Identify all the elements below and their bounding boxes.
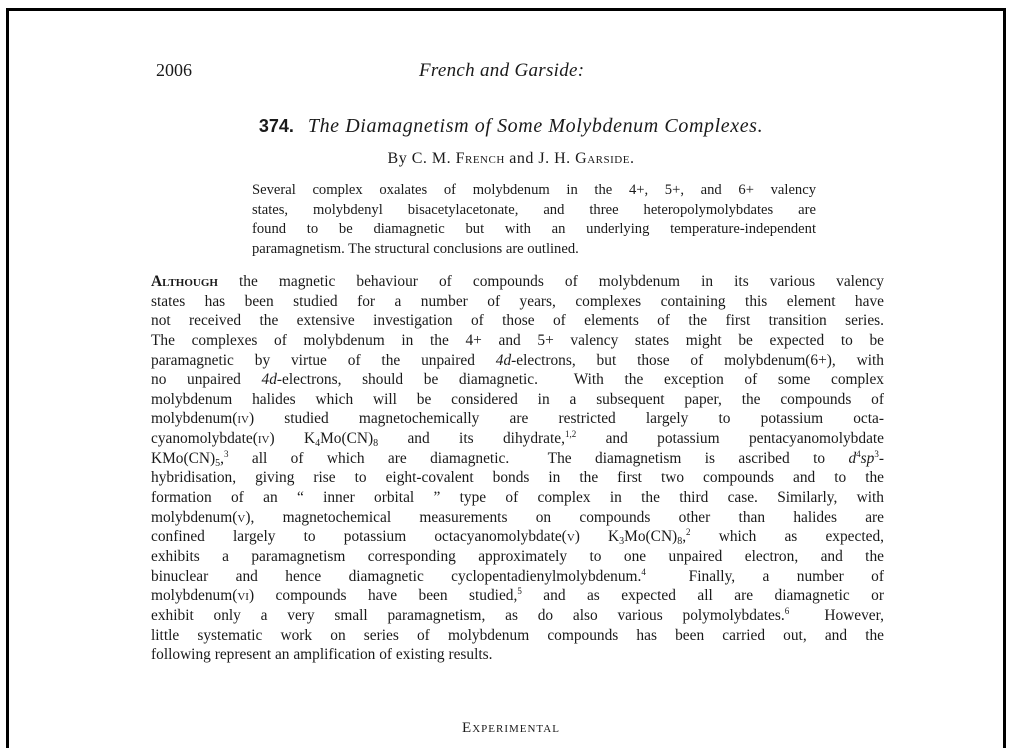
body-line xyxy=(151,272,884,292)
body-line xyxy=(151,586,884,606)
text: -electrons, should be diamagnetic. With the exception of some complex xyxy=(276,371,884,389)
subscript: 8 xyxy=(677,536,683,548)
text: molybdenum( xyxy=(151,587,238,605)
reference-marker[interactable]: 2 xyxy=(686,527,691,538)
text: all of which are diamagnetic. The diamagnetism is ascribed to xyxy=(228,449,849,467)
text: , xyxy=(220,449,224,467)
body-line xyxy=(151,351,884,371)
text: ) studied magnetochemically are restricted largely to potassium octa- xyxy=(248,410,884,428)
article-number: 374. xyxy=(258,116,294,136)
text: molybdenum( xyxy=(151,410,238,428)
text: ) K xyxy=(269,430,316,448)
text: binuclear and hence diamagnetic cyclopentadienylmolybdenum. xyxy=(151,567,642,585)
roman-numeral: v xyxy=(566,528,575,546)
text: KMo(CN) xyxy=(151,449,216,467)
body-line: not received the extensive investigation of those of elements of the first transition series. xyxy=(151,312,884,330)
text: confined largely to potassium octacyanomolybdate( xyxy=(151,528,567,546)
body-line: molybdenum halides which will be considered in a subsequent paper, the compounds of xyxy=(151,390,884,408)
text-italic: sp xyxy=(860,449,875,467)
roman-numeral: iv xyxy=(257,430,270,448)
lead-word: Although xyxy=(151,273,218,290)
article-title xyxy=(0,115,1022,138)
roman-numeral: iv xyxy=(237,410,249,428)
text: which as expected, xyxy=(690,528,884,546)
text: exhibit only a very small paramagnetism, as do also various polymolybdates. xyxy=(151,606,785,624)
reference-marker[interactable]: 6 xyxy=(784,605,790,616)
running-head xyxy=(156,60,856,86)
abstract-line: states, molybdenyl bisacetylacetonate, and three heteropolymolybdates are xyxy=(252,201,816,218)
body-line: formation of an “ inner orbital ” type of complex in the third case. Similarly, with xyxy=(151,489,884,507)
text: ) K xyxy=(574,528,620,546)
body-line-text: the magnetic behaviour of compounds of molybdenum in its various valency xyxy=(217,273,884,290)
byline xyxy=(0,150,1022,168)
reference-marker[interactable]: 5 xyxy=(517,586,522,597)
body-line xyxy=(151,370,884,390)
author-2: J. H. Garside. xyxy=(538,150,635,167)
body-line xyxy=(151,429,884,449)
text: -electrons, but those of molybdenum(6+), with xyxy=(511,351,885,369)
text: ) compounds have been studied, xyxy=(248,587,518,605)
text: cyanomolybdate( xyxy=(151,430,258,448)
abstract xyxy=(252,181,816,259)
body-line: exhibits a paramagnetism corresponding approximately to one unpaired electron, and the xyxy=(151,547,884,565)
superscript: 3 xyxy=(874,448,879,459)
text: , xyxy=(682,528,687,546)
text-italic: d xyxy=(848,449,857,467)
article-title-text: The Diamagnetism of Some Molybdenum Complexes. xyxy=(307,115,764,137)
subscript: 4 xyxy=(315,438,321,450)
reference-marker[interactable]: 3 xyxy=(224,448,229,459)
text: Mo(CN) xyxy=(320,430,374,448)
text: and as expected all are diamagnetic or xyxy=(521,587,884,605)
abstract-line: found to be diamagnetic but with an underlying temperature-independent xyxy=(252,221,816,237)
text: and potassium pentacyanomolybdate xyxy=(576,430,885,448)
text: Mo(CN) xyxy=(624,528,678,546)
body-line: states has been studied for a number of years, complexes containing this element have xyxy=(151,292,884,310)
text: molybdenum( xyxy=(151,508,238,526)
abstract-line: Several complex oxalates of molybdenum in the 4+, 5+, and 6+ valency xyxy=(252,182,816,198)
body-line xyxy=(151,567,884,587)
text: and its dihydrate, xyxy=(378,430,565,448)
subscript: 3 xyxy=(619,536,625,548)
text: - xyxy=(878,449,884,467)
body-line xyxy=(151,606,884,626)
body-line xyxy=(151,409,884,429)
reference-marker[interactable]: 1,2 xyxy=(564,429,577,440)
byline-and: and xyxy=(509,150,534,167)
body-paragraph xyxy=(151,272,884,665)
body-line xyxy=(151,508,884,528)
roman-numeral: v xyxy=(237,508,246,526)
body-line xyxy=(151,449,884,469)
body-line: little systematic work on series of molybdenum compounds has been carried out, and the xyxy=(151,626,884,644)
body-line: hybridisation, giving rise to eight-covalent bonds in the first two compounds and to the xyxy=(151,469,884,487)
section-heading-experimental: Experimental xyxy=(462,720,560,736)
text: However, xyxy=(789,606,884,624)
reference-marker[interactable]: 4 xyxy=(641,566,646,577)
page-number: 2006 xyxy=(156,60,192,80)
text-italic: 4d xyxy=(495,351,512,369)
text: paramagnetic by virtue of the unpaired xyxy=(151,351,496,369)
roman-numeral: vi xyxy=(237,587,249,605)
abstract-line: paramagnetism. The structural conclusions are outlined. xyxy=(252,240,579,257)
superscript: 4 xyxy=(856,448,861,459)
body-line: The complexes of molybdenum in the 4+ and 5+ valency states might be expected to be xyxy=(151,331,884,349)
text: ), magnetochemical measurements on compounds other than halides are xyxy=(245,508,884,526)
text: no unpaired xyxy=(151,371,262,389)
text: Finally, a number of xyxy=(645,567,884,585)
subscript: 8 xyxy=(373,438,379,450)
text-italic: 4d xyxy=(261,371,277,389)
body-line: following represent an amplification of existing results. xyxy=(151,646,493,664)
running-title: French and Garside: xyxy=(419,60,585,81)
byline-prefix: By xyxy=(387,150,408,167)
subscript: 5 xyxy=(215,457,221,469)
author-1: C. M. French xyxy=(411,150,505,167)
body-line xyxy=(151,527,884,547)
